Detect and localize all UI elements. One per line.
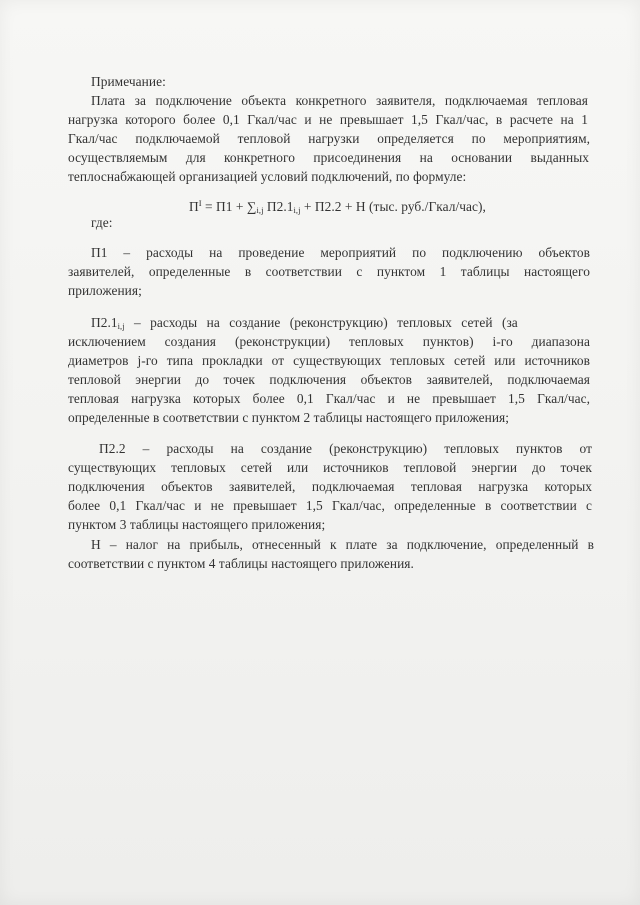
def-p1-line-2: заявителей, определенные в соответствии с пунктом 1 таблицы настоящего: [68, 264, 590, 279]
def-p22-line-5: пунктом 3 таблицы настоящего приложения;: [68, 517, 326, 532]
def-p21-line-3: диаметров j-го типа прокладки от существующих тепловых сетей или источников: [68, 353, 590, 368]
def-p21-term: П2.1: [91, 315, 118, 330]
def-p21-term-sub: i,j: [117, 321, 125, 331]
where-label: где:: [91, 215, 113, 230]
intro-line-3: Гкал/час подключаемой тепловой нагрузки определяется по мероприятиям,: [68, 131, 590, 146]
def-p22-line-1: П2.2 – расходы на создание (реконструкцию) тепловых пунктов от: [99, 441, 592, 456]
formula-sum-sub: i,j: [256, 205, 264, 215]
def-p21-line-5: тепловая нагрузка которых более 0,1 Гкал/час и не превышает 1,5 Гкал/час,: [68, 391, 590, 406]
def-p22-line-2: существующих тепловых сетей или источников тепловой энергии до точек: [68, 460, 592, 475]
formula-lhs-sup: I: [198, 198, 202, 208]
intro-line-5: теплоснабжающей организацией условий подключений, по формуле:: [68, 169, 467, 184]
def-p1-line-3: приложения;: [68, 283, 142, 298]
formula-rest: + П2.2 + Н (тыс. руб./Гкал/час),: [300, 199, 486, 214]
def-p21-line-6: определенные в соответствии с пунктом 2 таблицы настоящего приложения;: [68, 410, 510, 425]
def-n-line-2: соответствии с пунктом 4 таблицы настоящего приложения.: [68, 556, 414, 571]
formula-p21-sub: i,j: [293, 205, 301, 215]
def-p22-line-3: подключения объектов заявителей, подключаемая тепловая нагрузка которых: [68, 479, 592, 494]
def-p21-line-1-rest: – расходы на создание (реконструкцию) тепловых сетей (за: [124, 315, 518, 330]
intro-line-4: осуществляемым для конкретного присоединения на основании выданных: [68, 150, 589, 165]
formula-lhs: П: [189, 199, 199, 214]
formula-p21: П2.1: [263, 199, 294, 214]
def-p22-line-4: более 0,1 Гкал/час и не превышает 1,5 Гкал/час, определенные в соответствии с: [68, 498, 592, 513]
formula-sum-sign: ∑: [246, 199, 257, 214]
note-heading: Примечание:: [91, 74, 166, 89]
intro-line-1: Плата за подключение объекта конкретного заявителя, подключаемая тепловая: [91, 93, 588, 108]
formula: [189, 194, 486, 220]
def-n-line-1: Н – налог на прибыль, отнесенный к плате за подключение, определенный в: [91, 537, 594, 552]
formula-p1: = П1 +: [201, 199, 247, 214]
def-p21-line-4: тепловой энергии до точек подключения объектов заявителей, подключаемая: [68, 372, 590, 387]
def-p21-line-2: исключением создания (реконструкции) тепловых пунктов) i-го диапазона: [68, 334, 590, 349]
def-p1-line-1: П1 – расходы на проведение мероприятий по подключению объектов: [91, 245, 590, 260]
intro-line-2: нагрузка которого более 0,1 Гкал/час и не превышает 1,5 Гкал/час, в расчете на 1: [68, 112, 588, 127]
